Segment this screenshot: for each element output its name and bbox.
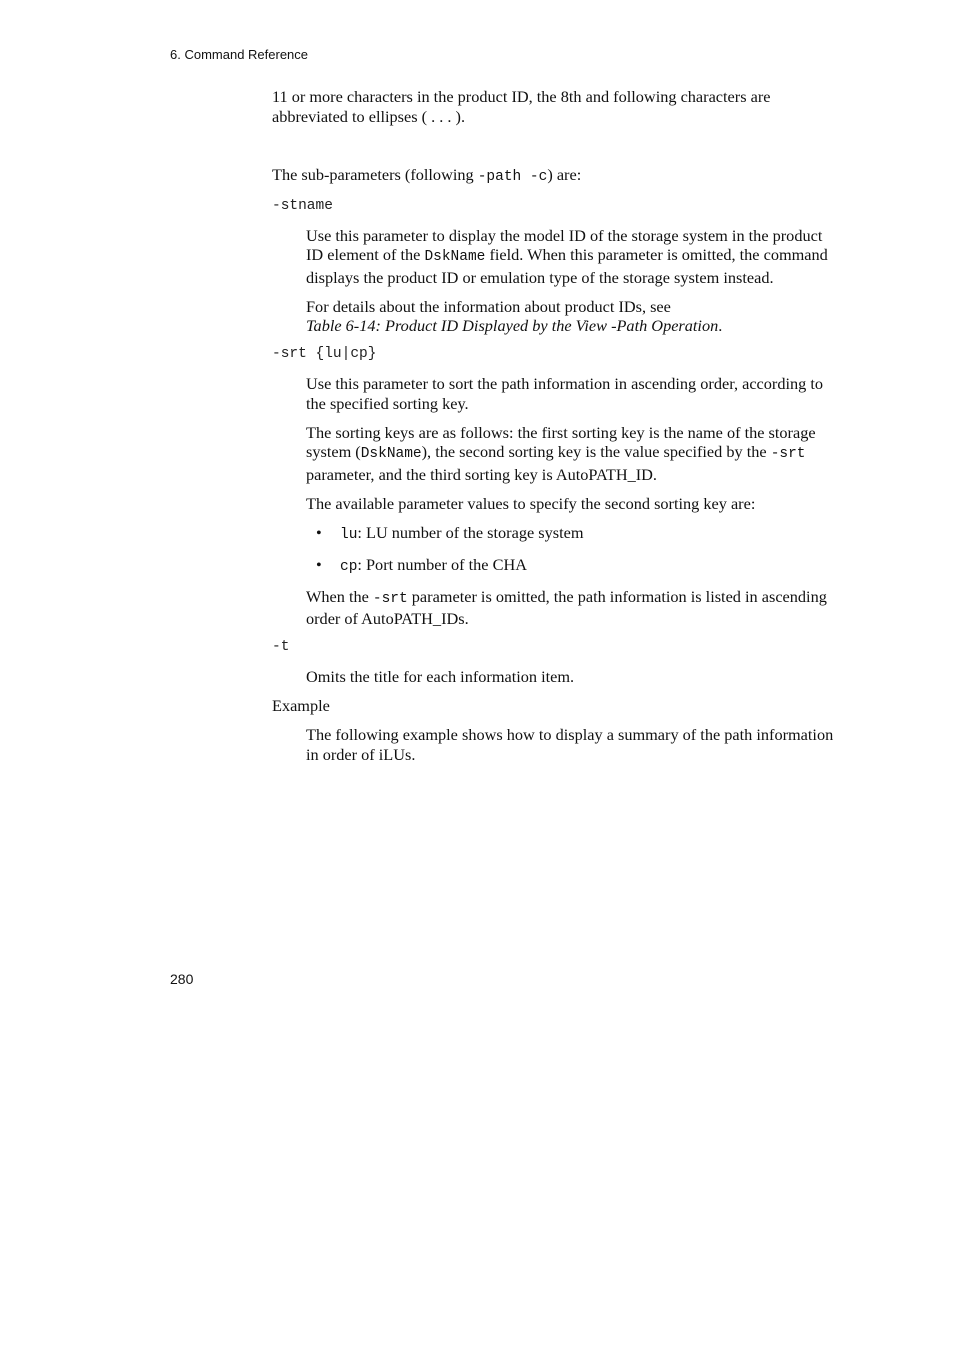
stname-desc: [306, 226, 842, 288]
stname-desc-text-2: field. When this parameter is omitted, the command displays the product ID or emulation type of the storage system instead.: [306, 245, 828, 287]
srt-sorting-keys: [306, 423, 842, 485]
bullet-text: : Port number of the CHA: [357, 554, 527, 574]
stname-desc-code: DskName: [424, 249, 486, 265]
stname-desc-text: Use this parameter to display the model ID of the storage system in the product ID element of the: [306, 225, 823, 264]
page-body: [272, 87, 842, 774]
list-item: [306, 555, 842, 578]
srt-note-text-2: parameter is omitted, the path information is listed in ascending order of AutoPATH_IDs.: [306, 586, 827, 628]
srt-omitted-note: [306, 587, 842, 629]
stname-reference: [306, 297, 842, 336]
param-stname: -stname: [272, 197, 333, 214]
srt-note-text: When the: [306, 586, 373, 606]
srt-keys-text: The sorting keys are as follows: the first sorting key is the name of the storage system (: [306, 422, 816, 461]
example-desc: The following example shows how to display a summary of the path information in order of iLUs.: [306, 725, 834, 764]
stname-reference-end: .: [718, 316, 723, 335]
subparams-lead-end: ) are:: [547, 164, 582, 184]
subparams-lead-text: The sub-parameters (following: [272, 164, 478, 184]
srt-keys-code-srt: -srt: [770, 446, 806, 462]
srt-note-code: -srt: [372, 590, 408, 607]
table-reference-link[interactable]: Table 6-14: Product ID Displayed by the View -Path Operation: [306, 316, 719, 335]
intro-paragraph: 11 or more characters in the product ID, the 8th and following characters are abbreviated to ellipses ( . . . ).: [272, 87, 771, 126]
srt-keys-code-dskname: DskName: [360, 446, 422, 462]
list-item: [306, 523, 842, 546]
bullet-icon: •: [316, 522, 322, 542]
param-srt: -srt {lu|cp}: [272, 346, 377, 362]
srt-values-intro: The available parameter values to specify the second sorting key are:: [306, 493, 756, 513]
subparams-lead: [272, 165, 842, 188]
page-number: 280: [170, 971, 194, 987]
bullet-text: : LU number of the storage system: [357, 522, 584, 542]
param-t: -t: [272, 639, 290, 655]
stname-reference-text: For details about the information about product IDs, see: [306, 296, 671, 316]
srt-desc: Use this parameter to sort the path information in ascending order, according to the specified sorting key.: [306, 374, 824, 413]
srt-keys-text-3: parameter, and the third sorting key is AutoPATH_ID.: [306, 464, 657, 484]
spacer: [272, 136, 842, 165]
subparams-lead-code: -path -c: [477, 168, 548, 185]
t-desc: Omits the title for each information item.: [306, 667, 575, 686]
bullet-code: lu: [340, 526, 358, 543]
bullet-code: cp: [340, 558, 358, 575]
running-header: 6. Command Reference: [170, 47, 309, 62]
example-heading: Example: [272, 696, 330, 715]
bullet-icon: •: [316, 554, 322, 574]
srt-keys-text-2: ), the second sorting key is the value specified by the: [421, 442, 771, 461]
